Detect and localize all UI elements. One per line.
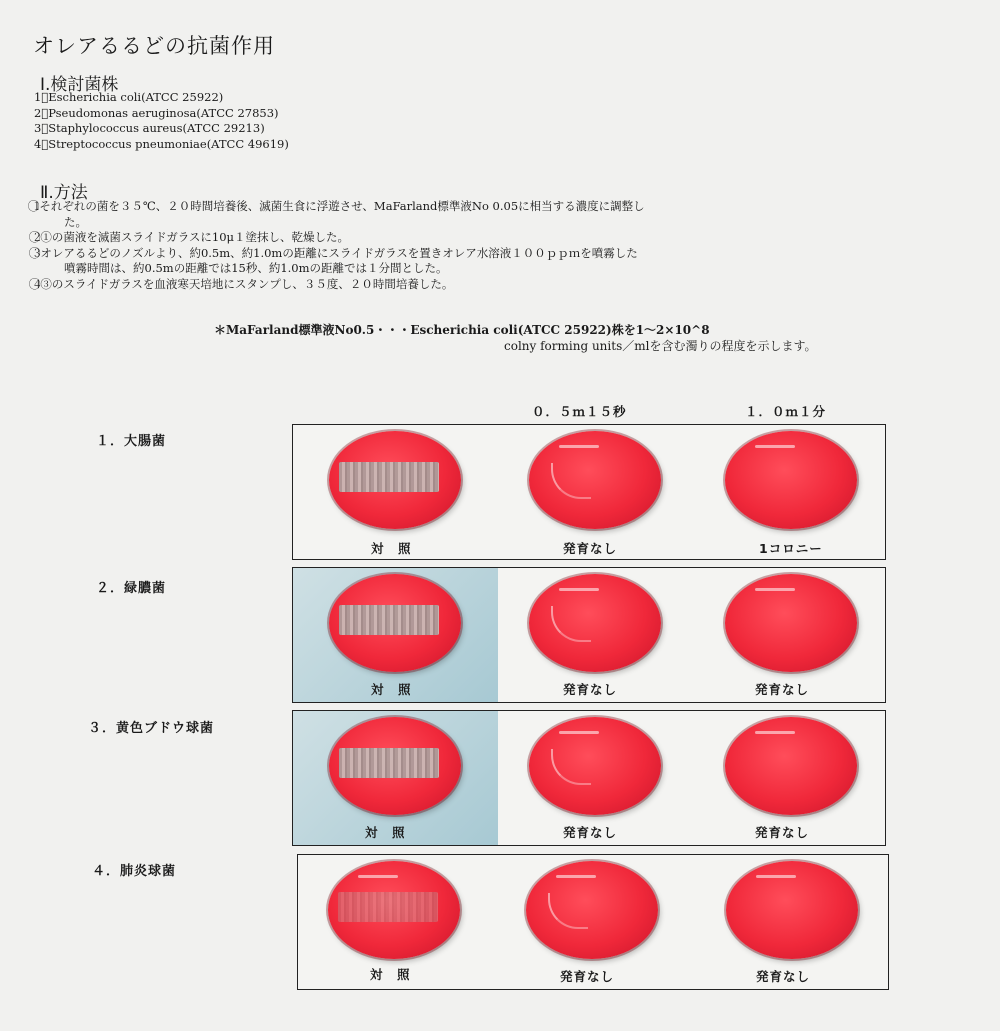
method-list <box>34 199 954 292</box>
agar-plate-control <box>329 574 461 672</box>
column-header-0-5m: ０．５ｍ１５秒 <box>532 404 627 419</box>
strain-item: 3⃝Staphylococcus aureus(ATCC 29213) <box>34 121 265 135</box>
note-line-1: ＊MaFarland標準液No0.5・・・Escherichia coli(ATCC 25922)株を1～2×10^8 <box>214 323 710 337</box>
method-step-cont: 噴霧時間は、約0.5mの距離では15秒、約1.0mの距離では１分間とした。 <box>64 261 448 275</box>
section-heading-method: Ⅱ.方法 <box>40 183 88 203</box>
agar-plate-control <box>329 431 461 529</box>
result-label: 対 照 <box>370 967 411 982</box>
agar-plate-0-5m <box>529 717 661 815</box>
result-label: 発育なし <box>563 825 618 840</box>
agar-plate-control <box>328 861 460 959</box>
method-step-text: 1⃝それぞれの菌を３５℃、２０時間培養後、滅菌生食に浮遊させ、MaFarland標準液No 0.05に相当する濃度に調整し <box>34 199 645 213</box>
result-panel <box>292 567 886 703</box>
result-label: 発育なし <box>756 969 811 984</box>
result-panel <box>297 854 889 990</box>
result-label: 1コロニー <box>759 541 823 556</box>
method-step-text: 2⃝①の菌液を滅菌スライドガラスに10μ１塗抹し、乾燥した。 <box>34 230 349 244</box>
strain-list <box>34 90 289 152</box>
agar-plate-0-5m <box>529 431 661 529</box>
method-step <box>34 230 954 246</box>
bacterial-smear <box>339 462 439 492</box>
method-step-text: 3⃝オレアるるどのノズルより、約0.5m、約1.0mの距離にスライドガラスを置きオレア水溶液１００ｐｐｍを噴霧した <box>34 245 638 260</box>
strain-item: 4⃝Streptococcus pneumoniae(ATCC 49619) <box>34 136 289 151</box>
bacterial-smear <box>338 892 438 922</box>
agar-plate-1-0m <box>725 431 857 529</box>
bacterial-smear <box>339 605 439 635</box>
result-label: 発育なし <box>560 969 615 984</box>
method-step <box>34 246 954 277</box>
section-heading-strains: Ⅰ.検討菌株 <box>40 75 119 95</box>
organism-label: ３．黄色ブドウ球菌 <box>88 721 215 736</box>
result-label: 発育なし <box>563 682 618 697</box>
result-label: 発育なし <box>755 682 810 697</box>
method-step <box>34 277 954 293</box>
agar-plate-control <box>329 717 461 815</box>
result-label: 発育なし <box>755 825 810 840</box>
page-title: オレアるるどの抗菌作用 <box>33 34 275 58</box>
organism-label: １．大腸菌 <box>96 434 167 449</box>
column-header-1-0m: １．０ｍ１分 <box>745 404 827 419</box>
method-step-text: 4⃝③のスライドガラスを血液寒天培地にスタンプし、３５度、２０時間培養した。 <box>34 276 454 291</box>
result-panel <box>292 424 886 560</box>
agar-plate-1-0m <box>725 717 857 815</box>
agar-plate-1-0m <box>726 861 858 959</box>
note-line-2: colny forming units／mlを含む濁りの程度を示します。 <box>504 339 817 353</box>
result-label: 対 照 <box>371 682 412 697</box>
strain-item: 2⃝Pseudomonas aeruginosa(ATCC 27853) <box>34 105 279 120</box>
method-step <box>34 199 954 230</box>
agar-plate-1-0m <box>725 574 857 672</box>
bacterial-smear <box>339 748 439 778</box>
result-panel <box>292 710 886 846</box>
result-label: 対 照 <box>365 825 406 840</box>
mcfarland-note <box>214 322 816 354</box>
method-step-cont: た。 <box>64 214 87 229</box>
result-label: 発育なし <box>563 541 618 556</box>
organism-label: ４．肺炎球菌 <box>92 864 177 879</box>
agar-plate-0-5m <box>529 574 661 672</box>
organism-label: ２．緑膿菌 <box>96 581 167 596</box>
result-label: 対 照 <box>371 541 412 556</box>
agar-plate-0-5m <box>526 861 658 959</box>
strain-item: 1⃝Escherichia coli(ATCC 25922) <box>34 90 224 104</box>
